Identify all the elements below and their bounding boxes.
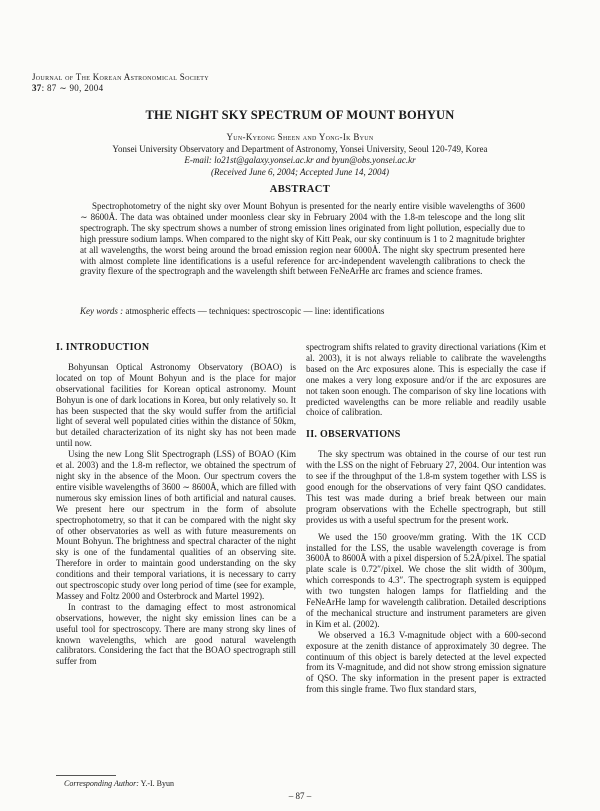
- page-number: – 87 –: [288, 791, 312, 801]
- footnote-name: Y.-I. Byun: [138, 779, 175, 788]
- obs-paragraph-3: We observed a 16.3 V-magnitude object with a 600-second exposure at the zenith distance of approximately 30 degree. The continuum of this object is barely detected at the level expected from its V-magnitude, and did not show strong emission signature of QSO. The sky information in the present paper is extracted from this single frame. Two flux standard stars,: [306, 629, 546, 695]
- journal-volume: 37: [32, 83, 42, 93]
- abstract-heading: ABSTRACT: [269, 184, 331, 195]
- journal-header: [32, 72, 209, 94]
- left-column: [56, 343, 296, 667]
- obs-paragraph-1: The sky spectrum was obtained in the course of our test run with the LSS on the night of February 27, 2004. Our intention was to see if the throughput of the 1.8-m system together with LSS is good enough for the observations of very faint QSO candidates. This test was made during a brief break between our main program observations with the Echelle spectrograph, but still provides us with a useful spectrum for the present work.: [306, 449, 546, 525]
- journal-name: Journal of The Korean Astronomical Society: [32, 72, 209, 82]
- affiliation: Yonsei University Observatory and Department of Astronomy, Yonsei University, Seoul 120-749, Korea: [112, 143, 488, 154]
- keywords-label: Key words :: [80, 306, 124, 316]
- abstract-text: Spectrophotometry of the night sky over Mount Bohyun is presented for the nearly entire visible wavelengths of 3600 ∼ 8600Å. The data was obtained under moonless clear sky in February 2004 with the 1.8-m telescope and the long slit spectrograph. The sky spectrum shows a number of strong emission lines originated from light pollution, especially due to high pressure sodium lamps. When compared to the night sky of Kitt Peak, our sky continuum is 1 to 2 magnitude brighter at all wavelengths, the worst being around the broad emission region near 6000Å. The night sky spectrum presented here with almost complete line identifications is a useful reference for arc-independent wavelength calibrations to check the gravity flexure of the spectrograph and the wavelength shift between FeNeArHe arc frames and science frames.: [80, 201, 525, 277]
- intro-paragraph-2: Using the new Long Slit Spectrograph (LSS) of BOAO (Kim et al. 2003) and the 1.8-m reflector, we obtained the spectrum of night sky in the absence of the Moon. Our spectrum covers the entire visible wavelengths of 3600 ∼ 8600Å, which are filled with numerous sky emission lines of both artificial and natural causes. We present here our spectrum in the form of absolute spectrophotometry, so that it can be compared with the night sky of other observatories as well as with future measurements on Mount Bohyun. The brightness and spectral character of the night sky is one of the fundamental qualities of an observing site. Therefore in order to maintain good understanding on the sky conditions and their temporal variations, it is necessary to carry out spectroscopic study over long period of time (see for example, Massey and Foltz 2000 and Osterbrock and Martel 1992).: [56, 449, 296, 601]
- right-paragraph-1: spectrogram shifts related to gravity directional variations (Kim et al. 2003), it is not always reliable to calibrate the wavelengths based on the Arc exposures alone. This is especially the case if one makes a very long exposure and/or if the arc exposures are not taken soon enough. The comparison of sky line locations with predicted wavelengths can be more reliable and readily usable choice of calibration.: [306, 342, 546, 418]
- footnote-rule: [56, 775, 116, 776]
- obs-paragraph-2: We used the 150 groove/mm grating. With the 1K CCD installed for the LSS, the usable wavelength coverage is from 3600Å to 8600Å with a pixel dispersion of 5.2Å/pixel. The spatial plate scale is 0.72″/pixel. We chose the slit width of 300μm, which corresponds to 4.3″. The spectrograph system is equipped with two tungsten halogen lamps for flatfielding and the FeNeArHe lamp for wavelength calibration. Detailed descriptions of the mechanical structure and instrument parameters are given in Kim et al. (2002).: [306, 531, 546, 629]
- author-email[interactable]: E-mail: lo21st@galaxy.yonsei.ac.kr and byun@obs.yonsei.ac.kr: [184, 155, 416, 165]
- intro-paragraph-3: In contrast to the damaging effect to most astronomical observations, however, the night sky emission lines can be a useful tool for spectroscopy. There are many strong sky lines of known wavelengths, which are good natural wavelength calibrators. Considering the fact that the BOAO spectrograph still suffer from: [56, 601, 296, 667]
- footnote: [64, 779, 174, 788]
- section-heading-introduction: I. INTRODUCTION: [56, 342, 150, 353]
- journal-pages: : 87 ∼ 90, 2004: [41, 83, 104, 93]
- keywords: [80, 306, 525, 317]
- footnote-label: Corresponding Author:: [64, 779, 139, 788]
- paper-title: THE NIGHT SKY SPECTRUM OF MOUNT BOHYUN: [145, 108, 455, 122]
- received-dates: (Received June 6, 2004; Accepted June 14, 2004): [210, 166, 389, 177]
- right-column: [306, 342, 546, 695]
- keywords-text: atmospheric effects — techniques: spectroscopic — line: identifications: [123, 306, 385, 316]
- author-block: [0, 132, 600, 178]
- section-heading-observations: II. OBSERVATIONS: [306, 429, 401, 441]
- author-names: Yun-Kyeong Sheen and Yong-Ik Byun: [226, 132, 374, 142]
- intro-paragraph-1: Bohyunsan Optical Astronomy Observatory (BOAO) is located on top of Mount Bohyun and is the place for major observational facilities for Korean optical astronomy. Mount Bohyun is one of dark locations in Korea, but only relatively so. It has been suspected that the sky would suffer from the artificial light of several well populated cities within the distance of 50km, but detailed characterization of its night sky has not been made until now.: [56, 361, 296, 449]
